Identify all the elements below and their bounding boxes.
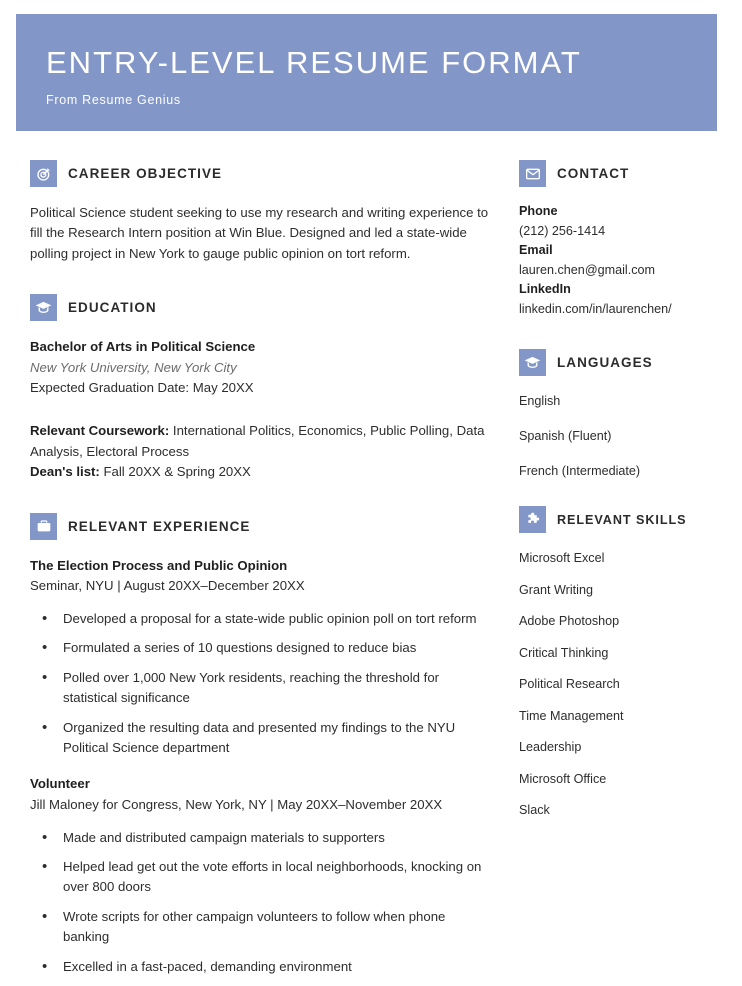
list-item-text: Polled over 1,000 New York residents, reaching the threshold for statistical significance — [63, 669, 440, 706]
list-item: Slack — [519, 803, 550, 817]
graduation-cap-icon — [30, 294, 57, 321]
experience-title: The Election Process and Public Opinion — [30, 557, 288, 573]
list-item — [30, 828, 492, 848]
bullet-dot: • — [42, 639, 48, 657]
bullet-dot: • — [42, 718, 48, 736]
experience-bullets — [30, 828, 492, 977]
bullet-dot: • — [42, 957, 48, 975]
languages-list — [519, 392, 719, 480]
section-header-education — [30, 294, 492, 321]
section-title: RELEVANT EXPERIENCE — [68, 518, 251, 534]
list-item-text: Excelled in a fast-paced, demanding environment — [63, 958, 352, 974]
education-school: New York University, New York City — [30, 359, 237, 375]
list-item-text: Wrote scripts for other campaign volunteers to follow when phone banking — [63, 908, 446, 945]
right-column — [519, 160, 719, 833]
experience-meta: Jill Maloney for Congress, New York, NY | May 20XX–November 20XX — [30, 797, 443, 812]
section-title: CONTACT — [557, 166, 630, 181]
header-banner — [16, 14, 717, 131]
bullet-dot: • — [42, 668, 48, 686]
list-item: Political Research — [519, 677, 620, 691]
section-title: EDUCATION — [68, 300, 157, 316]
page-title: ENTRY-LEVEL RESUME FORMAT — [46, 45, 582, 80]
list-item-text: Made and distributed campaign materials to supporters — [63, 829, 385, 845]
list-item: Spanish (Fluent) — [519, 429, 612, 443]
experience-entry — [30, 556, 492, 759]
contact-item-phone — [519, 202, 719, 241]
bullet-dot: • — [42, 907, 48, 925]
list-item — [30, 638, 492, 658]
section-title: LANGUAGES — [557, 355, 653, 370]
puzzle-piece-icon — [519, 506, 546, 533]
list-item: Leadership — [519, 740, 582, 754]
contact-value[interactable]: lauren.chen@gmail.com — [519, 262, 655, 277]
list-item — [30, 857, 492, 898]
experience-meta: Seminar, NYU | August 20XX–December 20XX — [30, 578, 305, 594]
list-item: Time Management — [519, 708, 624, 723]
list-item — [30, 957, 492, 977]
section-title: CAREER OBJECTIVE — [68, 166, 223, 181]
list-item-text: Formulated a series of 10 questions designed to reduce bias — [63, 640, 417, 656]
relevant-coursework-label: Relevant Coursework: — [30, 423, 170, 438]
list-item — [30, 907, 492, 948]
envelope-icon — [519, 160, 546, 187]
education-graduation-date: Expected Graduation Date: May 20XX — [30, 380, 254, 396]
list-item: French (Intermediate) — [519, 464, 641, 478]
list-item-text: Organized the resulting data and presented my findings to the NYU Political Science department — [63, 719, 456, 755]
contact-list — [519, 202, 719, 319]
left-column — [30, 160, 492, 986]
relevant-coursework-value: International Politics, Economics, Public Polling, Data Analysis, Electoral Process — [30, 423, 485, 459]
bullet-dot: • — [42, 609, 48, 627]
career-objective-text: Political Science student seeking to use my research and writing experience to fill the Research Intern position at Win Blue. Designed and led a state-wide polling project in New York to gauge public opinion on tort reform. — [30, 205, 489, 261]
list-item — [30, 609, 492, 629]
contact-item-linkedin — [519, 280, 719, 319]
page-subtitle: From Resume Genius — [46, 93, 181, 107]
list-item-text: Developed a proposal for a state-wide public opinion poll on tort reform — [63, 610, 477, 626]
contact-label: Email — [519, 243, 553, 257]
section-header-relevant-skills — [519, 506, 719, 533]
section-header-relevant-experience — [30, 513, 492, 540]
contact-item-email — [519, 241, 719, 280]
deans-list — [30, 462, 492, 483]
contact-label: LinkedIn — [519, 282, 571, 296]
skills-list — [519, 549, 719, 819]
section-header-contact — [519, 160, 719, 187]
section-header-career-objective — [30, 160, 492, 187]
deans-list-label: Dean's list: — [30, 464, 100, 480]
education-entry — [30, 337, 492, 399]
section-header-languages — [519, 349, 719, 376]
list-item: Critical Thinking — [519, 645, 609, 660]
list-item: Microsoft Excel — [519, 551, 605, 565]
list-item: English — [519, 394, 561, 408]
experience-bullets — [30, 609, 492, 758]
briefcase-icon — [30, 513, 57, 540]
list-item-text: Helped lead get out the vote efforts in local neighborhoods, knocking on over 800 doors — [63, 859, 482, 895]
list-item — [30, 718, 492, 759]
section-title: RELEVANT SKILLS — [557, 512, 687, 527]
list-item: Adobe Photoshop — [519, 614, 620, 628]
education-degree: Bachelor of Arts in Political Science — [30, 339, 256, 355]
list-item: Grant Writing — [519, 582, 593, 597]
list-item — [30, 668, 492, 709]
contact-value[interactable]: (212) 256-1414 — [519, 223, 606, 238]
relevant-coursework — [30, 421, 492, 462]
target-icon — [30, 160, 57, 187]
experience-entry — [30, 774, 492, 977]
bullet-dot: • — [42, 828, 48, 846]
list-item: Microsoft Office — [519, 771, 607, 786]
contact-value[interactable]: linkedin.com/in/laurenchen/ — [519, 301, 672, 316]
graduation-cap-icon — [519, 349, 546, 376]
bullet-dot: • — [42, 858, 48, 875]
education-extras — [30, 421, 492, 483]
contact-label: Phone — [519, 204, 558, 218]
experience-title: Volunteer — [30, 776, 90, 792]
deans-list-value: Fall 20XX & Spring 20XX — [99, 464, 251, 480]
